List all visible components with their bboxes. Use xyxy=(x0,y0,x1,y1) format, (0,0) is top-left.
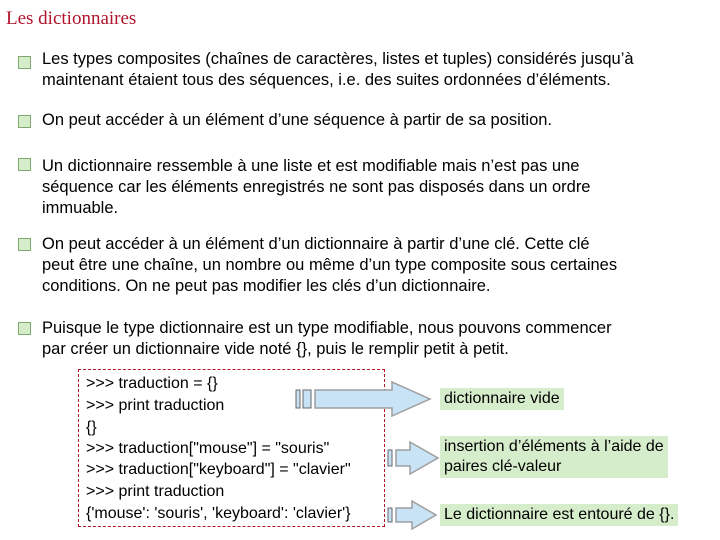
text-line: Un dictionnaire ressemble à une liste et est modifiable mais n’est pas une xyxy=(42,157,580,175)
text-line: On peut accéder à un élément d’une séquence à partir de sa position. xyxy=(42,111,553,129)
label-line: insertion d’éléments à l’aide de xyxy=(444,438,664,455)
label-insertion xyxy=(440,436,668,478)
code-line: >>> traduction["mouse"] = "souris" xyxy=(86,440,330,457)
code-line: >>> print traduction xyxy=(86,397,225,414)
code-line: >>> traduction = {} xyxy=(86,375,218,392)
text-line: Puisque le type dictionnaire est un type modifiable, nous pouvons commencer xyxy=(42,319,612,337)
text-line: Les types composites (chaînes de caractères, listes et tuples) considérés jusqu’à xyxy=(42,50,634,68)
text-line: peut être une chaîne, un nombre ou même d’un type composite sous certaines xyxy=(42,256,618,274)
text-line: maintenant étaient tous des séquences, i.e. des suites ordonnées d’éléments. xyxy=(42,71,611,89)
text-line: séquence car les éléments enregistrés ne sont pas disposés dans un ordre xyxy=(42,178,591,196)
label-empty-dict: dictionnaire vide xyxy=(440,388,564,410)
text-line: On peut accéder à un élément d’un dictionnaire à partir d’une clé. Cette clé xyxy=(42,235,590,253)
label-line: paires clé-valeur xyxy=(444,458,562,475)
arrow-insertion xyxy=(388,442,438,474)
arrow-braces xyxy=(388,501,436,529)
code-line: >>> print traduction xyxy=(86,483,225,500)
code-line: {'mouse': 'souris', 'keyboard': 'clavier'} xyxy=(86,505,351,522)
text-line: conditions. On ne peut pas modifier les clés d’un dictionnaire. xyxy=(42,277,491,295)
text-line: immuable. xyxy=(42,199,119,217)
page-title: Les dictionnaires xyxy=(6,8,137,29)
code-line: {} xyxy=(86,419,97,436)
arrow-empty-dict xyxy=(296,382,430,416)
code-line: >>> traduction["keyboard"] = "clavier" xyxy=(86,461,351,478)
text-line: par créer un dictionnaire vide noté {}, puis le remplir petit à petit. xyxy=(42,340,509,358)
label-braces: Le dictionnaire est entouré de {}. xyxy=(440,504,678,526)
